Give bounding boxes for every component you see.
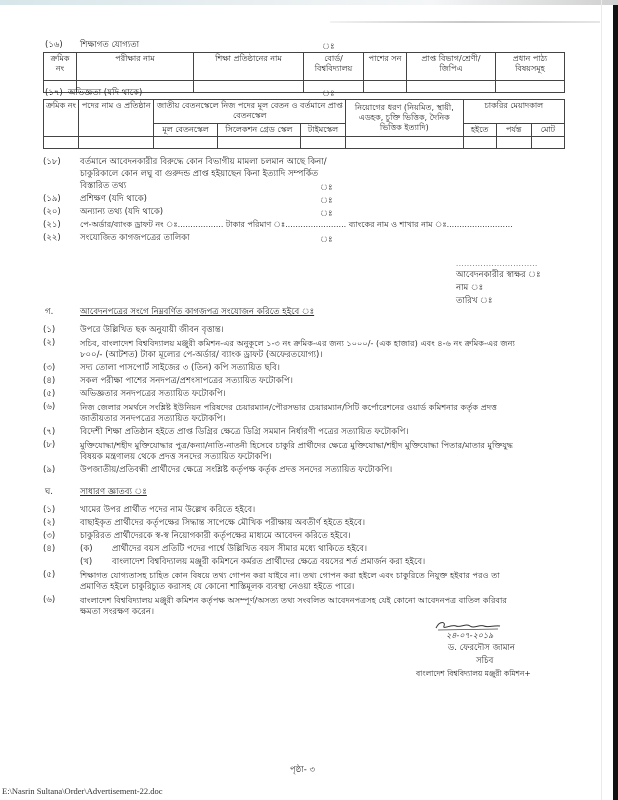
list-text: উপরে উল্লিখিত ছক অনুযায়ী জীবন বৃত্তান্ত। (80, 325, 224, 335)
item-number: (২০) (43, 207, 61, 217)
sub-marker: (খ) (80, 557, 93, 567)
list-text: বাছাইকৃত প্রার্থীদের কর্তৃপক্ষের সিদ্ধান্ত সাপেক্ষে মৌখিক পরীক্ষায় অবতীর্ণ হইতে হইবে। (80, 518, 366, 528)
col-selection-grade: সিলেকশন গ্রেড স্কেল (217, 123, 300, 136)
item-text: প্রশিক্ষণ (যদি থাকে) (80, 194, 147, 204)
item-text: চাকুরিকালে কোন লঘু বা গুরুদন্ড প্রাপ্ত হইয়াছেন কিনা ইত্যাদি সম্পর্কিত (80, 169, 319, 179)
col-total: মোট (531, 123, 564, 136)
list-text: অভিজ্ঞতার সনদপত্রের সত্যায়িত ফটোকপি। (80, 389, 226, 399)
col-board: বোর্ড/ বিশ্ববিদ্যালয় (304, 53, 364, 81)
scan-right-border (613, 5, 618, 800)
applicant-date-label: তারিখ ঃ (456, 296, 493, 306)
list-text: বিদেশী শিক্ষা প্রতিষ্ঠান হইতে প্রাপ্ত ডিগ্রির ক্ষেত্রে ডিগ্রি সমমান নির্ধারণী পত্রের সত্যায়িত ফটোকপি। (80, 427, 409, 437)
list-text: খামের উপর প্রার্থীত পদের নাম উল্লেখ করিতে হইবে। (80, 505, 256, 515)
item-colon: ঃ (320, 183, 333, 193)
list-text: জাতীয়তার সনদপত্রের সত্যায়িত ফটোকপি। (80, 414, 226, 424)
official-name: ড. ফেরদৌস জামান (448, 643, 515, 653)
col-post-institution: পদের নাম ও প্রতিষ্ঠান (79, 100, 154, 137)
list-number: (৮) (43, 440, 56, 450)
section-marker: ঘ. (45, 487, 53, 497)
official-designation: সচিব (476, 656, 494, 666)
list-number: (১) (43, 325, 56, 335)
list-text: ক্ষমতা সংরক্ষণ করেন। (80, 607, 154, 617)
scan-top-edge (0, 0, 618, 5)
col-division: প্রাপ্ত বিভাগ/শ্রেণী/ জিপিএ (407, 53, 496, 81)
sec16-title: শিক্ষাগত যোগ্যতা (80, 40, 140, 50)
footer-file-path: E:\Nasrin Sultana\Order\Advertisement-22.doc (2, 786, 163, 796)
list-number: (২) (43, 518, 56, 528)
list-text: বাংলাদেশ বিশ্ববিদ্যালয় মঞ্জুরী কমিশনে কর্মরত প্রার্থীদের ক্ষেত্রে বয়সের শর্ত প্রমার্জন করা হইবে। (112, 557, 426, 567)
item-number: (২১) (43, 220, 61, 230)
education-table (43, 52, 565, 93)
item-text: অন্যান্য তথ্য (যদি থাকে) (80, 207, 164, 217)
scan-page-edge (601, 0, 602, 800)
item-number: (২২) (43, 233, 61, 243)
list-number: (৬) (43, 595, 56, 605)
section-title: আবেদনপত্রের সংগে নিম্নবর্ণিত কাগজপত্র সংযোজন করিতে হইবে ঃ (80, 307, 315, 317)
col-pass-year: পাশের সন (364, 53, 407, 81)
list-number: (৯) (43, 465, 56, 475)
page-number: পৃষ্ঠা- ৩ (290, 765, 316, 775)
applicant-signature-label: আবেদনকারীর স্বাক্ষর ঃ (456, 270, 541, 280)
list-text: বিষয়ক মন্ত্রণালয় থেকে প্রদত্ত সনদের সত্যায়িত ফটোকপি। (80, 452, 272, 462)
list-text: উপজাতীয়/প্রতিবন্ধী প্রার্থীদের ক্ষেত্রে সংশ্লিষ্ট কর্তৃপক্ষ কর্তৃক প্রদত্ত সনদের সত্যায়িত ফটোকপি। (80, 465, 393, 475)
item-colon: ঃ (320, 209, 333, 219)
col-pay-scale: জাতীয় বেতনস্কেলে নিজ পদের মূল বেতন ও বর্তমানে প্রাপ্ত বেতনস্কেল (154, 100, 346, 124)
col-service-duration: চাকরির মেয়াদকাল (463, 100, 564, 124)
item-text: বর্তমানে আবেদনকারীর বিরুদ্ধে কোন বিভাগীয় মামলা চলমান আছে কিনা/ (80, 157, 327, 167)
section-title: সাধারণ জ্ঞাতব্য ঃ (80, 487, 147, 497)
item-colon: ঃ (320, 235, 333, 245)
list-number: (২) (43, 338, 56, 348)
official-organization: বাংলাদেশ বিশ্ববিদ্যালয় মঞ্জুরী কমিশন+ (416, 669, 531, 678)
list-number: (৫) (43, 389, 56, 399)
col-subjects: প্রধান পাঠ্য বিষয়সমূহ (496, 53, 565, 81)
list-text: প্রমাণিত হইলে চাকুরিচ্যুত করাসহ যে কোনো শাস্তিমূলক ব্যবস্থা নেওয়া হইতে পারে। (80, 582, 355, 592)
list-text: নিজ জেলার সমর্থনে সংশ্লিষ্ট ইউনিয়ন পরিষদের চেয়ারম্যান/পৌরসভার চেয়ারম্যান/সিটি কর্পোরেশনের ওয়ার্ড কমিশনার কর্তৃক প্রদত্ত (80, 402, 498, 412)
sub-marker: (ক) (80, 544, 93, 554)
signature-dotted-line: .............................. (456, 260, 538, 268)
cell-empty[interactable] (364, 81, 407, 93)
col-to: পর্যন্ত (496, 123, 531, 136)
section-marker: গ. (45, 307, 54, 317)
cell-empty[interactable] (531, 137, 564, 149)
item-number: (১৮) (43, 157, 61, 167)
list-text: ৮০০/- (আটশত) টাকা মূল্যের পে-অর্ডার/ ব্যাংক ড্রাফট (অফেরতযোগ্য)। (80, 350, 323, 360)
cell-empty[interactable] (217, 137, 300, 149)
sec16-number: (১৬) (45, 40, 63, 50)
col-appointment-type: নিয়োগের ধরণ (নিয়মিত, স্থায়ী, এডহক, চুক্তি ভিত্তিক, দৈনিক ভিত্তিক ইত্যাদি) (346, 100, 463, 137)
cell-empty[interactable] (300, 137, 345, 149)
sec17-number: (১৭) (45, 88, 63, 98)
cell-empty[interactable] (79, 137, 154, 149)
list-number: (৪) (43, 544, 56, 554)
list-text: শিক্ষাগত যোগ্যতাসহ চাহিত কোন বিষয়ে তথ্য গোপন করা যাইবে না। তথ্য গোপন করা হইলে এবং চাকুরিতে নিযুক্ত হইবার পরও তা (80, 570, 500, 580)
item-number: (১৯) (43, 194, 61, 204)
list-number: (৬) (43, 402, 56, 412)
list-text: সচিব, বাংলাদেশ বিশ্ববিদ্যালয় মঞ্জুরী কমিশন-এর অনুকূলে ১-৩ নং ক্রমিক-এর জন্য ১০০০/- (এক হাজার) এবং ৪-৬ নং ক্রমিক-এর জন্য (80, 338, 515, 348)
sec16-colon: ঃ (322, 42, 335, 52)
item-text: বিস্তারিত তথ্য (80, 181, 127, 191)
col-institution: শিক্ষা প্রতিষ্ঠানের নাম (194, 53, 304, 81)
experience-header-row (44, 100, 565, 124)
cell-empty[interactable] (44, 137, 79, 149)
experience-row (44, 137, 565, 149)
scan-artifact-line (330, 21, 600, 23)
cell-empty[interactable] (496, 137, 531, 149)
list-number: (৩) (43, 531, 56, 541)
list-number: (৩) (43, 363, 56, 373)
experience-table (43, 99, 565, 149)
list-number: (৪) (43, 376, 56, 386)
item-text: সংযোজিত কাগজপত্রের তালিকা (80, 233, 190, 243)
list-text: প্রার্থীদের বয়স প্রতিটি পদের পার্শ্বে উল্লিখিত বয়স সীমার মধ্যে থাকিতে হইবে। (112, 544, 368, 554)
cell-empty[interactable] (496, 81, 565, 93)
applicant-name-label: নাম ঃ (456, 283, 484, 293)
list-text: চাকুরিরত প্রার্থীদেরকে স্ব-স্ব নিয়োগকারী কর্তৃপক্ষের মাধ্যমে আবেদন করিতে হইবে। (80, 531, 351, 541)
cell-empty[interactable] (154, 137, 217, 149)
sec17-colon: ঃ (322, 89, 335, 99)
list-number: (৭) (43, 427, 56, 437)
cell-empty[interactable] (463, 137, 496, 149)
education-header-row (44, 53, 565, 81)
payorder-line: পে-অর্ডার/ব্যাংক ড্রাফট নং ঃ.................. টাকার পরিমাণ ঃ........................ ব্যাংকের নাম ও শাখার নাম ঃ.......................... (80, 220, 513, 229)
list-number: (১) (43, 505, 56, 515)
col-serial: ক্রমিক নং (44, 100, 79, 137)
cell-empty[interactable] (346, 137, 463, 149)
col-basic-scale: মূল বেতনস্কেল (154, 123, 217, 136)
sec17-title: অভিজ্ঞতা (যদি থাকে) (68, 88, 143, 98)
col-time-scale: টাইমস্কেল (300, 123, 345, 136)
item-colon: ঃ (320, 196, 333, 206)
list-text: বাংলাদেশ বিশ্ববিদ্যালয় মঞ্জুরী কমিশন কর্তৃপক্ষ অসম্পূর্ণ/অসত্য তথ্য সংবলিত আবেদনপত্রসহ যেই কোনো আবেদনপত্র বাতিল করিবার (80, 595, 507, 605)
cell-empty[interactable] (407, 81, 496, 93)
col-serial: ক্রমিক নং (44, 53, 77, 81)
list-text: সকল পরীক্ষা পাশের সনদপত্র/প্রশংসাপত্রের সত্যায়িত ফটোকপি। (80, 376, 293, 386)
signature-date: ২৪-০৭-২০১৯ (446, 631, 494, 640)
col-from: হইতে (463, 123, 496, 136)
cell-empty[interactable] (194, 81, 304, 93)
col-exam-name: পরীক্ষার নাম (77, 53, 194, 81)
list-number: (৫) (43, 570, 56, 580)
list-text: মুক্তিযোদ্ধা/শহীদ মুক্তিযোদ্ধার পুত্র/কন্যা/নাতি-নাতনী হিসেবে চাকুরি প্রার্থীদের ক্ষেত্রে মুক্তিযোদ্ধা/শহীদ মুক্তিযোদ্ধা পিতার/মাতার মুক্তিযুদ্ধ (80, 440, 514, 450)
list-text: সদ্য তোলা পাসপোর্ট সাইজের ৩ (তিন) কপি সত্যায়িত ছবি। (80, 363, 280, 373)
